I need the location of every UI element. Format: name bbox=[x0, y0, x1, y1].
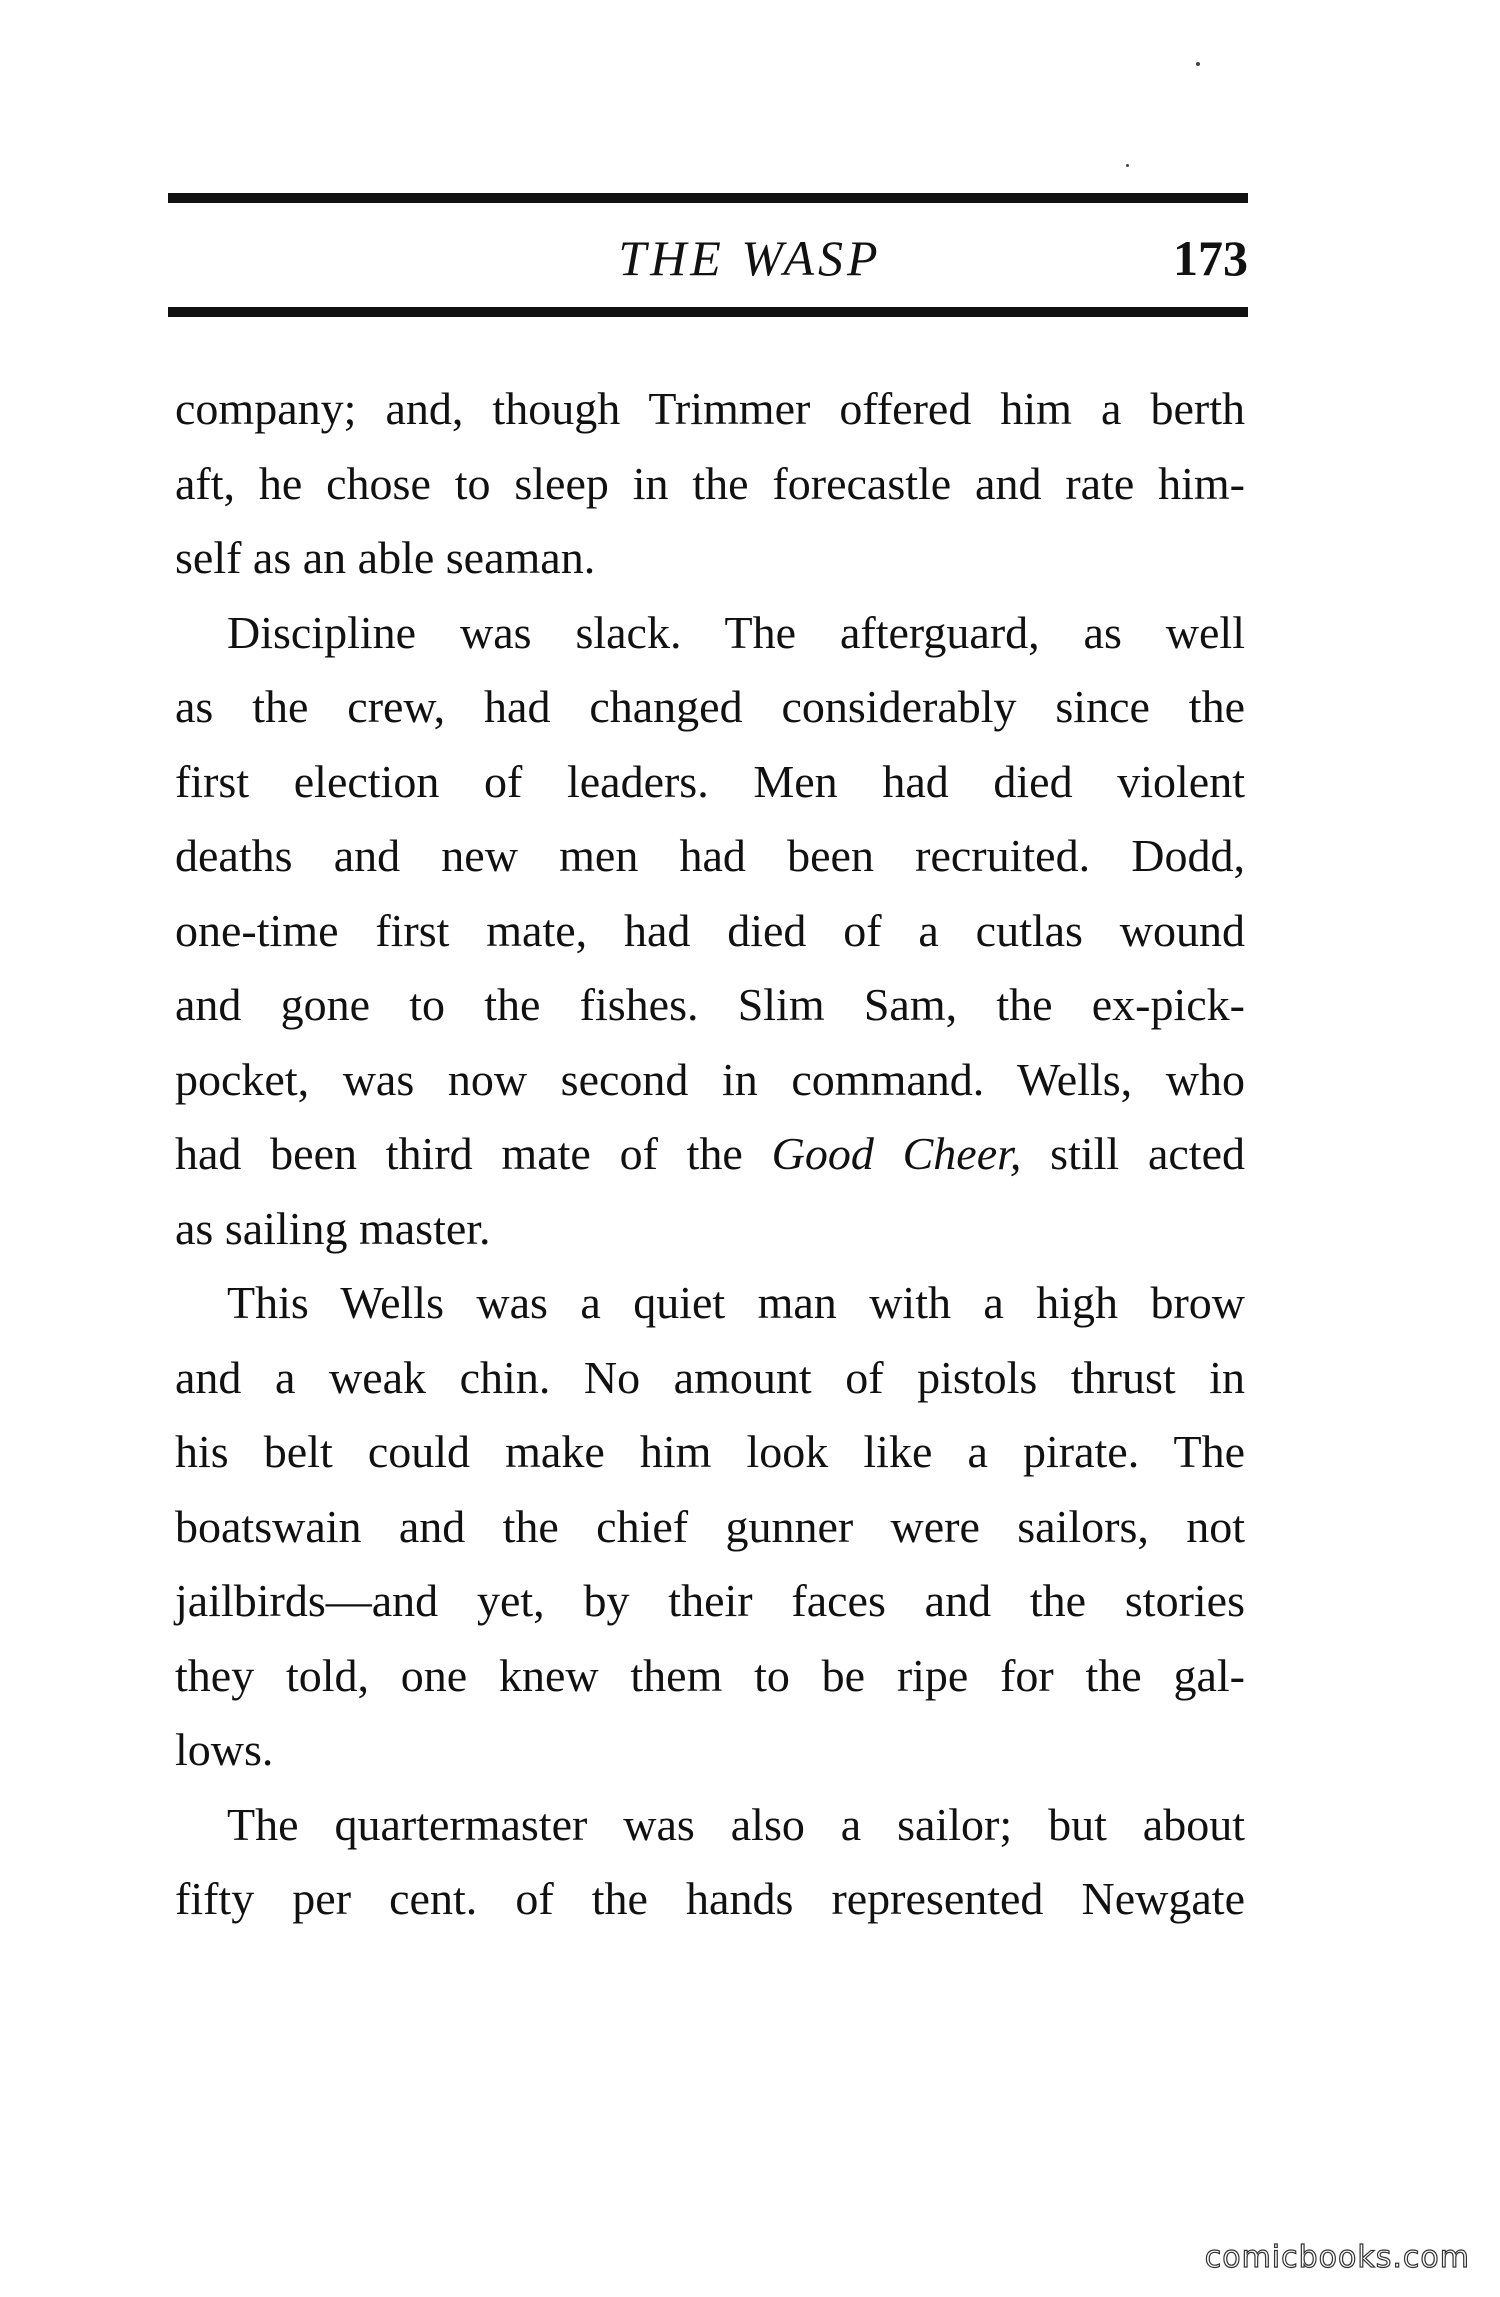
scan-speck bbox=[1126, 164, 1129, 167]
text-line: as sailing master. bbox=[175, 1202, 491, 1254]
text-line: they told, one knew them to be ripe for the gal- bbox=[175, 1649, 1245, 1701]
text-line: This Wells was a quiet man with a high brow bbox=[227, 1277, 1245, 1328]
text-line: deaths and new men had been recruited. Dodd, bbox=[175, 830, 1245, 881]
text-line-with-ship-name bbox=[175, 1117, 1245, 1192]
text-line: first election of leaders. Men had died violent bbox=[175, 755, 1245, 807]
paragraph bbox=[175, 1788, 1245, 1937]
body-text bbox=[175, 372, 1245, 1937]
text-segment: had been third mate of the bbox=[175, 1128, 772, 1179]
watermark: comicbooks.com bbox=[1204, 2240, 1470, 2275]
text-line: as the crew, had changed considerably since the bbox=[175, 681, 1245, 732]
page-number: 173 bbox=[1173, 230, 1248, 286]
text-line: self as an able seaman. bbox=[175, 532, 596, 583]
text-line: and gone to the fishes. Slim Sam, the ex-pick- bbox=[175, 979, 1245, 1030]
text-line: lows. bbox=[175, 1724, 274, 1775]
text-line: and a weak chin. No amount of pistols thrust in bbox=[175, 1351, 1245, 1403]
ship-name-italic: Good Cheer, bbox=[771, 1128, 1022, 1179]
paragraph bbox=[175, 372, 1245, 596]
text-line: company; and, though Trimmer offered him a berth bbox=[175, 383, 1245, 434]
text-line: The quartermaster was also a sailor; but about bbox=[227, 1798, 1245, 1850]
text-line: his belt could make him look like a pirate. The bbox=[175, 1426, 1245, 1477]
text-segment: still acted bbox=[1021, 1128, 1245, 1179]
text-line: jailbirds—and yet, by their faces and the stories bbox=[175, 1575, 1245, 1626]
header-rule-bottom bbox=[168, 307, 1248, 317]
text-line: one-time first mate, had died of a cutlas wound bbox=[175, 904, 1245, 956]
paragraph bbox=[175, 596, 1245, 1267]
paragraph bbox=[175, 1266, 1245, 1788]
running-head-title: THE WASP bbox=[618, 230, 882, 286]
text-line: Discipline was slack. The afterguard, as well bbox=[227, 606, 1245, 658]
text-line: boatswain and the chief gunner were sailors, not bbox=[175, 1500, 1245, 1552]
scan-speck bbox=[1196, 62, 1200, 66]
text-line: fifty per cent. of the hands represented Newgate bbox=[175, 1873, 1245, 1924]
text-line: pocket, was now second in command. Wells, who bbox=[175, 1053, 1245, 1105]
text-line: aft, he chose to sleep in the forecastle and rate him- bbox=[175, 457, 1245, 509]
header-rule-top bbox=[168, 193, 1248, 203]
